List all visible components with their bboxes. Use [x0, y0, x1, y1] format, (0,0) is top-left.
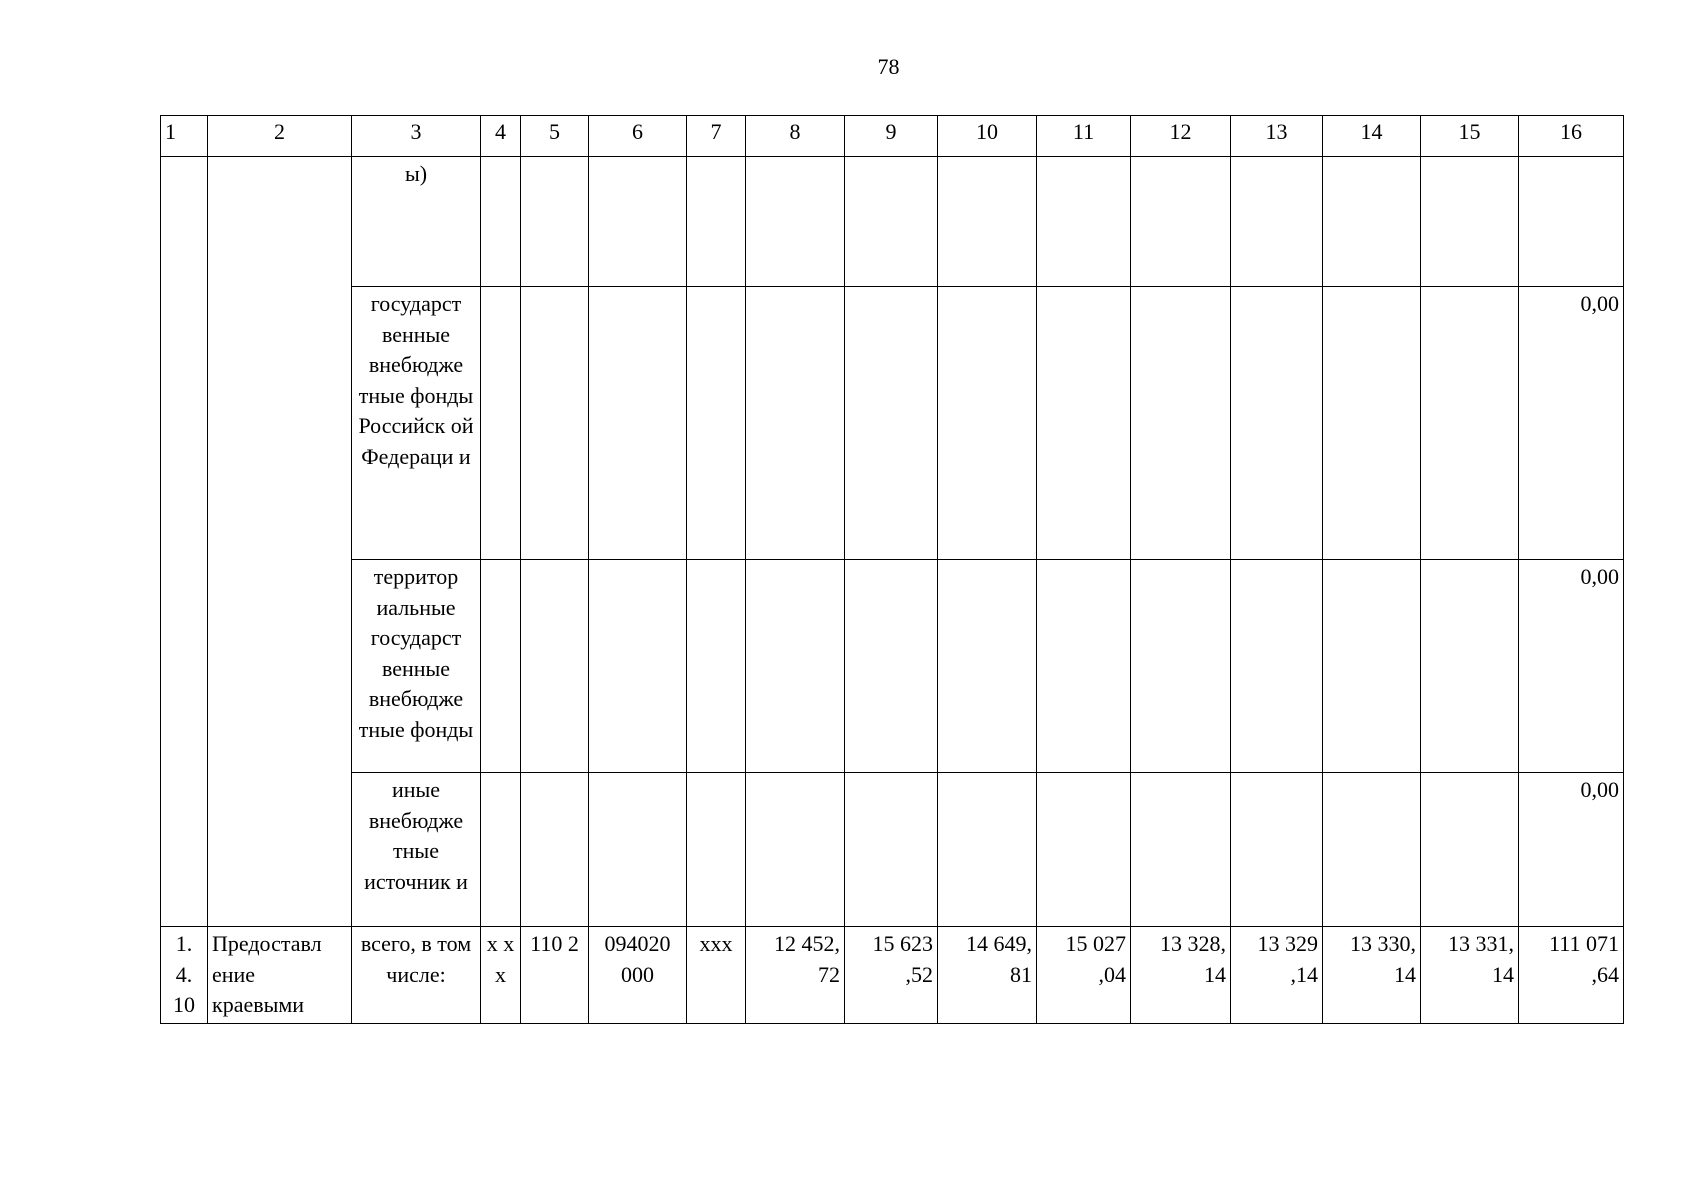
- total-cell: 0,00: [1519, 560, 1624, 773]
- header-cell-2: 2: [208, 116, 352, 157]
- item-number-cell: 1. 4. 10: [161, 927, 208, 1024]
- header-cell-3: 3: [352, 116, 481, 157]
- merged-cell-col2: [208, 157, 352, 927]
- header-cell-12: 12: [1131, 116, 1231, 157]
- cell-col6: 094020 000: [589, 927, 687, 1024]
- header-cell-6: 6: [589, 116, 687, 157]
- funding-source-cell: иные внебюдже тные источник и: [352, 773, 481, 927]
- funding-source-cell: государст венные внебюдже тные фонды Российск ой Федераци и: [352, 287, 481, 560]
- header-cell-7: 7: [687, 116, 746, 157]
- table-row: [161, 287, 1624, 560]
- merged-cell-col1: [161, 157, 208, 927]
- cell-col10: 14 649, 81: [938, 927, 1037, 1024]
- table-row: [161, 927, 1624, 1024]
- cell-col7: ххх: [687, 927, 746, 1024]
- budget-table: [160, 115, 1624, 1024]
- header-cell-11: 11: [1037, 116, 1131, 157]
- cell-col8: 12 452, 72: [746, 927, 845, 1024]
- funding-source-cell: территор иальные государст венные внебюдже тные фонды: [352, 560, 481, 773]
- cell-col11: 15 027 ,04: [1037, 927, 1131, 1024]
- header-cell-16: 16: [1519, 116, 1624, 157]
- header-cell-13: 13: [1231, 116, 1323, 157]
- header-cell-8: 8: [746, 116, 845, 157]
- header-cell-4: 4: [481, 116, 521, 157]
- header-cell-5: 5: [521, 116, 589, 157]
- cell-col5: 110 2: [521, 927, 589, 1024]
- total-cell: 0,00: [1519, 773, 1624, 927]
- cell-col15: 13 331, 14: [1421, 927, 1519, 1024]
- funding-source-cell: ы): [352, 157, 481, 287]
- funding-source-cell: всего, в том числе:: [352, 927, 481, 1024]
- total-cell: 111 071 ,64: [1519, 927, 1624, 1024]
- cell-col14: 13 330, 14: [1323, 927, 1421, 1024]
- cell-col12: 13 328, 14: [1131, 927, 1231, 1024]
- total-cell: 0,00: [1519, 287, 1624, 560]
- header-cell-10: 10: [938, 116, 1037, 157]
- total-cell: [1519, 157, 1624, 287]
- header-row: [161, 116, 1624, 157]
- cell-col13: 13 329 ,14: [1231, 927, 1323, 1024]
- page-number: 78: [877, 54, 900, 79]
- header-cell-9: 9: [845, 116, 938, 157]
- header-cell-15: 15: [1421, 116, 1519, 157]
- item-name-cell: Предоставл ение краевыми: [208, 927, 352, 1024]
- header-cell-1: 1: [161, 116, 208, 157]
- cell-col4: х х х: [481, 927, 521, 1024]
- table-row: [161, 560, 1624, 773]
- cell-col9: 15 623 ,52: [845, 927, 938, 1024]
- table-row: [161, 773, 1624, 927]
- header-cell-14: 14: [1323, 116, 1421, 157]
- table-row: [161, 157, 1624, 287]
